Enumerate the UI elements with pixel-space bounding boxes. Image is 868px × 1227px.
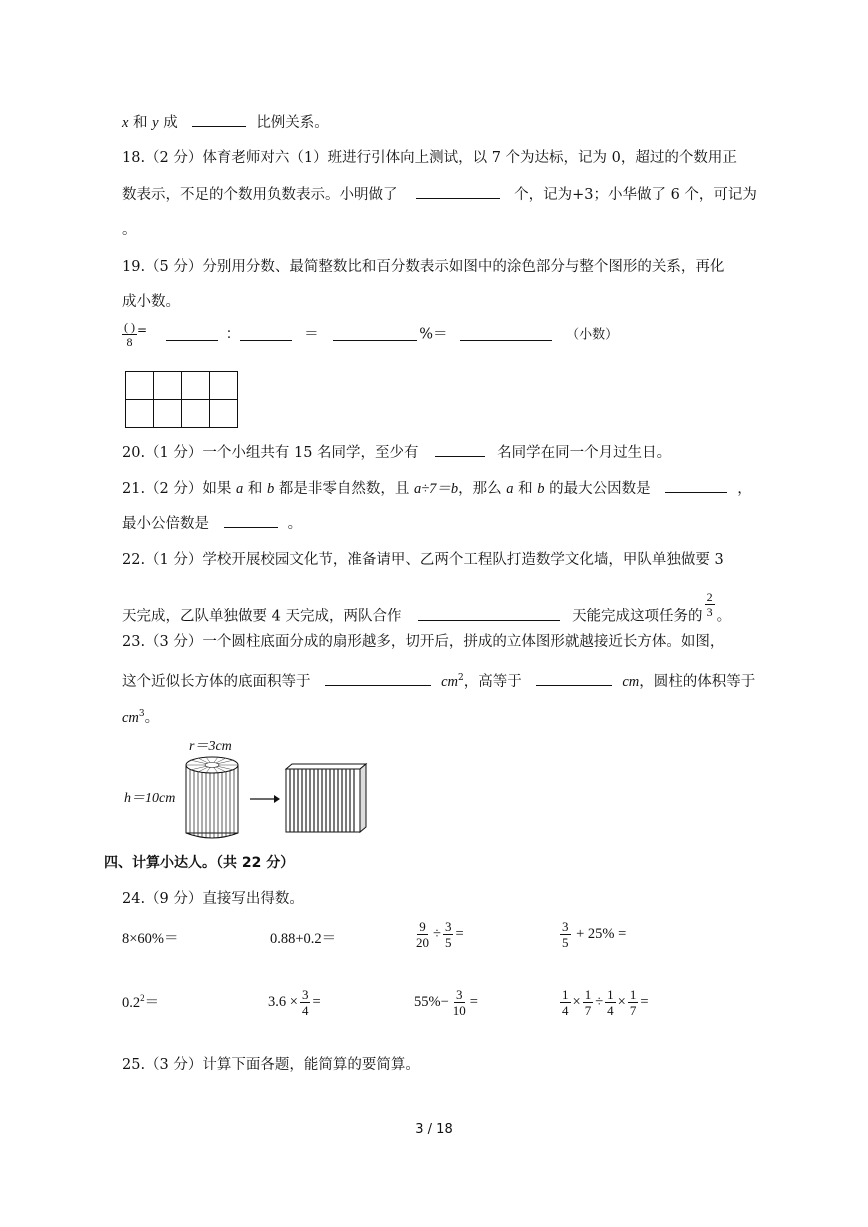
fraction-numerator[interactable]: ( ) xyxy=(124,320,135,334)
grid-cell xyxy=(154,372,182,400)
fraction xyxy=(414,920,431,949)
q18-line2 xyxy=(122,184,757,205)
fraction-numerator: 1 xyxy=(584,987,592,1002)
var-a: a xyxy=(506,481,514,497)
answer-blank[interactable] xyxy=(460,326,552,341)
q23-line2 xyxy=(122,668,755,692)
unit: cm xyxy=(441,673,459,690)
q19-answer-line xyxy=(122,320,618,349)
equals: = xyxy=(469,993,478,1010)
grid-cell xyxy=(182,372,210,400)
q21-line1 xyxy=(122,478,752,499)
answer-blank[interactable] xyxy=(166,326,218,341)
text: 和 xyxy=(128,115,153,131)
text: ： xyxy=(225,326,241,343)
text: 和 xyxy=(513,481,538,497)
text: 0.2 xyxy=(122,995,141,1011)
equals: = xyxy=(455,925,464,942)
fraction-numerator: 3 xyxy=(301,987,309,1002)
text: 和 xyxy=(243,481,267,497)
var-b: b xyxy=(537,481,545,497)
q24-title: 24.（9 分）直接写出得数。 xyxy=(122,891,304,907)
fraction xyxy=(300,988,311,1017)
calc-item-1: 8×60%＝ xyxy=(122,931,179,947)
calc-item-2: 0.88+0.2＝ xyxy=(270,931,337,947)
text: 都是非零自然数，且 xyxy=(274,481,414,497)
text: 55%− xyxy=(414,993,449,1010)
shaded-grid-figure xyxy=(125,371,238,428)
fraction-denominator: 7 xyxy=(629,1003,637,1018)
text: 比例关系。 xyxy=(256,115,329,131)
q20-line xyxy=(122,442,671,463)
answer-blank[interactable] xyxy=(536,671,612,686)
fraction-denominator: 4 xyxy=(562,1003,569,1018)
unit: cm xyxy=(622,673,640,690)
superscript: 2 xyxy=(140,993,145,1004)
grid-cell xyxy=(210,400,238,428)
fraction xyxy=(560,920,571,949)
fraction-numerator: 1 xyxy=(629,987,637,1002)
text: 的最大公因数是 xyxy=(544,481,651,497)
answer-blank[interactable] xyxy=(418,606,560,621)
text: 21.（2 分）如果 xyxy=(122,481,237,497)
text: 个，记为+3；小华做了 6 个，可记为 xyxy=(514,187,757,203)
q22-line2 xyxy=(122,590,732,630)
cylinder-shape xyxy=(186,757,238,838)
q21-line2 xyxy=(122,513,302,534)
operator: × xyxy=(572,993,581,1010)
text: 。 xyxy=(144,709,160,726)
var-x: x xyxy=(122,115,129,131)
superscript: 3 xyxy=(138,709,145,719)
answer-blank[interactable] xyxy=(192,112,246,127)
answer-blank[interactable] xyxy=(333,326,417,341)
page-number: 3 / 18 xyxy=(415,1122,453,1137)
text: 名同学在同一个月过生日。 xyxy=(497,445,672,461)
answer-blank[interactable] xyxy=(240,326,292,341)
text: 成 xyxy=(158,115,178,131)
answer-blank[interactable] xyxy=(325,671,431,686)
unit: cm xyxy=(122,709,139,726)
section-heading: 四、计算小达人。（共 22 分） xyxy=(104,855,295,871)
calc-item-3 xyxy=(412,920,464,949)
fraction-denominator: 7 xyxy=(584,1003,592,1018)
cuboid-shape xyxy=(286,764,366,832)
calc-item-7 xyxy=(414,988,478,1017)
q23-line1: 23.（3 分）一个圆柱底面分成的扇形越多，切开后，拼成的立体图形就越接近长方体。如图， xyxy=(122,634,725,650)
operator: ÷ xyxy=(595,993,604,1010)
var-a: a xyxy=(236,481,244,497)
text: + 25% = xyxy=(576,925,627,942)
text: ， xyxy=(737,481,752,497)
q22-line1: 22.（1 分）学校开展校园文化节，准备请甲、乙两个工程队打造数学文化墙，甲队单独做要 3 xyxy=(122,552,724,568)
answer-blank[interactable] xyxy=(224,513,278,528)
text: = xyxy=(137,323,148,337)
fraction-denominator: 5 xyxy=(562,935,569,950)
text: %＝ xyxy=(419,326,448,343)
text: 最小公倍数是 xyxy=(122,516,209,532)
fraction-numerator: 1 xyxy=(562,987,569,1002)
q23-line3 xyxy=(122,704,159,728)
text: 天能完成这项任务的 xyxy=(572,608,703,625)
text: 。 xyxy=(716,608,732,625)
fraction-denominator: 10 xyxy=(452,1003,466,1018)
fraction-denominator: 4 xyxy=(607,1003,614,1018)
fraction xyxy=(560,988,571,1017)
text: ，圆柱的体积等于 xyxy=(639,673,756,690)
text: （小数） xyxy=(566,327,619,343)
fraction-numerator: 3 xyxy=(562,919,569,934)
operator: × xyxy=(617,993,626,1010)
q19-line2: 成小数。 xyxy=(122,294,180,310)
fraction-denominator: 3 xyxy=(706,605,713,619)
fraction-numerator: 2 xyxy=(706,590,713,604)
fraction-two-thirds xyxy=(705,591,715,618)
fraction-denominator: 8 xyxy=(126,335,133,349)
fraction-numerator: 1 xyxy=(607,987,614,1002)
q18-line3: 。 xyxy=(122,222,137,238)
cylinder-to-cuboid-figure xyxy=(180,755,380,840)
calc-item-4 xyxy=(558,920,626,949)
q19-line1: 19.（5 分）分别用分数、最简整数比和百分数表示如图中的涂色部分与整个图形的关系，再化 xyxy=(122,259,725,275)
fraction xyxy=(628,988,639,1017)
q18-line1: 18.（2 分）体育老师对六（1）班进行引体向上测试，以 7 个为达标，记为 0，超过的个数用正 xyxy=(122,150,737,166)
grid-cell xyxy=(126,372,154,400)
fraction xyxy=(451,988,468,1017)
calc-item-6 xyxy=(268,988,321,1017)
grid-cell xyxy=(210,372,238,400)
figure-height-label: h＝10cm xyxy=(124,791,176,806)
fraction xyxy=(583,988,594,1017)
answer-blank[interactable] xyxy=(665,478,727,493)
text: ，那么 xyxy=(458,481,507,497)
grid-cell xyxy=(126,400,154,428)
answer-blank[interactable] xyxy=(435,442,485,457)
fraction-denominator: 5 xyxy=(444,935,452,950)
operator: ÷ xyxy=(433,925,441,942)
arrow-icon xyxy=(250,795,280,803)
grid-cell xyxy=(154,400,182,428)
expression: a÷7＝b xyxy=(413,481,459,497)
calc-item-8 xyxy=(558,988,649,1017)
calc-item-5 xyxy=(122,991,159,1012)
q17-tail-line xyxy=(122,112,329,133)
fraction-numerator: 9 xyxy=(419,919,426,934)
equals: ＝ xyxy=(144,995,160,1011)
text: 20.（1 分）一个小组共有 15 名同学，至少有 xyxy=(122,445,419,461)
fraction xyxy=(605,988,616,1017)
var-y: y xyxy=(152,115,159,131)
fraction xyxy=(443,920,454,949)
text: 这个近似长方体的底面积等于 xyxy=(122,673,311,690)
equals: = xyxy=(312,993,321,1010)
grid-cell xyxy=(182,400,210,428)
text: 。 xyxy=(287,516,303,532)
text: 天完成，乙队单独做要 4 天完成，两队合作 xyxy=(122,608,402,625)
text: 数表示，不足的个数用负数表示。小明做了 xyxy=(122,187,398,203)
text: ，高等于 xyxy=(463,673,522,690)
var-b: b xyxy=(266,481,275,497)
fraction-numerator: 3 xyxy=(444,919,452,934)
superscript: 2 xyxy=(458,673,464,683)
q25-line: 25.（3 分）计算下面各题，能简算的要简算。 xyxy=(122,1057,420,1073)
fraction-denominator: 4 xyxy=(301,1003,309,1018)
text: ＝ xyxy=(304,326,319,343)
equals: = xyxy=(640,993,649,1010)
fraction-denominator: 20 xyxy=(416,935,429,950)
text: 3.6 × xyxy=(268,993,298,1010)
fraction xyxy=(122,320,137,349)
answer-blank[interactable] xyxy=(416,184,500,199)
figure-radius-label: r＝3cm xyxy=(189,739,232,754)
fraction-numerator: 3 xyxy=(456,987,463,1002)
